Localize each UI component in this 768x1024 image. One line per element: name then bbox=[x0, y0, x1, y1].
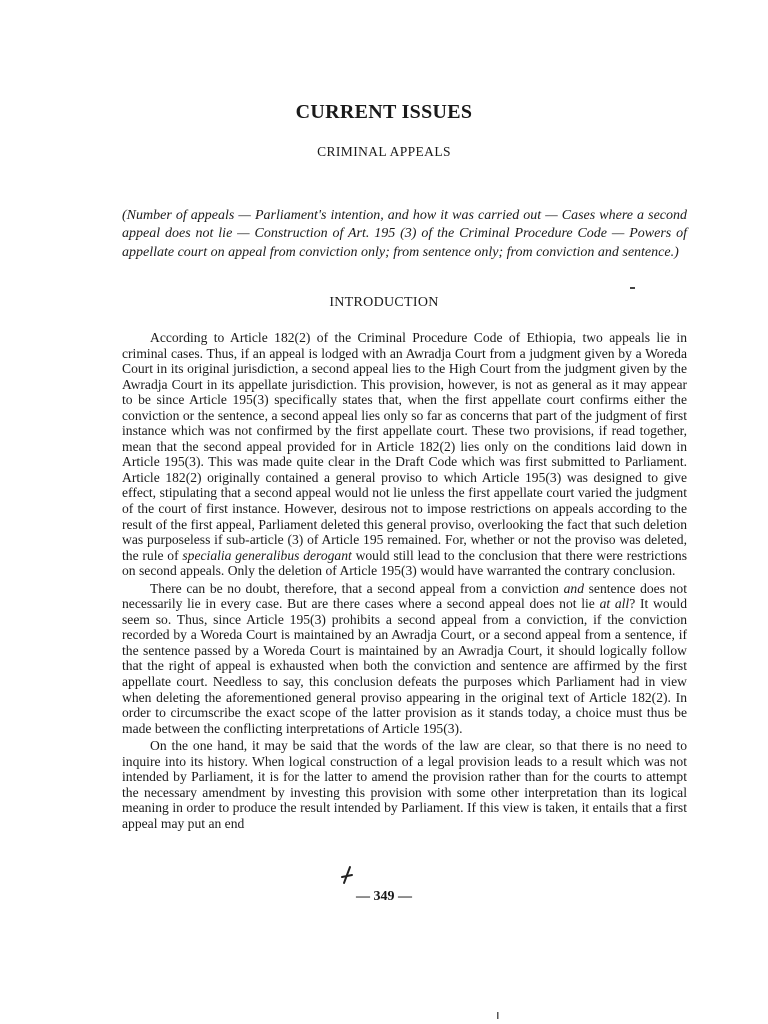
paragraph-1 bbox=[122, 330, 687, 579]
paragraph-1-text-a: According to Article 182(2) of the Criminal Procedure Code of Ethiopia, two appeals lie in criminal cases. Thus, if an appeal is lodged with an Awradja Court from a judgment given by a Woreda Court in its original jurisdiction, a second appeal lies to the High Court from the judgment given by the Awradja Court in its appellate jurisdiction. This provision, however, is not as general as it may appear to be since Article 195(3) specifically states that, when the first appellate court confirms either the conviction or the sentence, a second appeal lies only so far as concerns that part of the judgment of first instance which was not confirmed by the first appellate court. These two provisions, if read together, mean that the second appeal provided for in Article 182(2) lies only on the conditions laid down in Article 195(3). This was made quite clear in the Draft Code which was first submitted to Parliament. Article 182(2) originally contained a general proviso to which Article 195(3) was designed to give effect, stipulating that a second appeal would not lie unless the first appellate court varied the judgment of the court of first instance. However, desirous not to impose restrictions on appeals according to the result of the first appeal, Parliament deleted this general proviso, overlooking the fact that such deletion was purposeless if sub-article (3) of Article 195 remained. For, whether or not the proviso was deleted, the rule of bbox=[122, 330, 687, 563]
paragraph-3-text: On the one hand, it may be said that the words of the law are clear, so that there is no need to inquire into its history. When logical construction of a legal provision leads to a result which was not intended by Parliament, it is for the latter to amend the provision rather than for the courts to attempt the necessary amendment by investing this provision with some other interpretation than its logical meaning in order to produce the result intended by Parliament. If this view is taken, it entails that a first appeal may put an end bbox=[122, 738, 687, 831]
paragraph-2 bbox=[122, 581, 687, 736]
body-text bbox=[122, 330, 687, 834]
paragraph-1-text-b: would still lead to the conclusion that there were restrictions on second appeals. Only the deletion of Article 195(3) would have warranted the contrary conclusion. bbox=[122, 547, 688, 579]
section-heading: INTRODUCTION bbox=[329, 295, 439, 310]
emphasis-at-all: at all bbox=[599, 596, 630, 612]
scan-speck-icon bbox=[496, 1012, 500, 1020]
page-number: — 349 — bbox=[356, 889, 412, 904]
page-subtitle: CRIMINAL APPEALS bbox=[317, 144, 451, 159]
pen-mark-icon bbox=[338, 865, 356, 887]
latin-maxim: specialia generalibus derogant bbox=[182, 547, 352, 563]
summary-paragraph: (Number of appeals — Parliament's intention, and how it was carried out — Cases where a second appeal does not lie — Construction of Art. 195 (3) of the Criminal Procedure Code — Powers of appellate court on appeal from conviction only; from sentence only; from conviction and sentence.) bbox=[122, 208, 687, 260]
page-title: CURRENT ISSUES bbox=[295, 101, 473, 123]
emphasis-and: and bbox=[563, 580, 584, 596]
paragraph-2-text-b: sentence does not necessarily lie in every case. But are there cases where a second appeal does not lie bbox=[122, 580, 688, 612]
paragraph-2-text-c: ? It would seem so. Thus, since Article 195(3) prohibits a second appeal from a conviction, if the conviction recorded by a Woreda Court is maintained by an Awradja Court, or a second appeal from a sentence, if the sentence passed by a Woreda Court is maintained by an Awradja Court, it should logically follow that the right of appeal is exhausted when both the conviction and sentence are affirmed by the first appellate court. Needless to say, this conclusion defeats the purposes which Parliament had in view when deleting the aforementioned general proviso appearing in the original text of Article 182(2). In order to circumscribe the exact scope of the latter provision as it stands today, a choice must thus be made between the conflicting interpretations of Article 195(3). bbox=[122, 596, 687, 736]
scan-speck-icon bbox=[630, 286, 636, 290]
paragraph-3 bbox=[122, 738, 687, 831]
paragraph-2-text-a: There can be no doubt, therefore, that a second appeal from a conviction bbox=[150, 580, 564, 596]
